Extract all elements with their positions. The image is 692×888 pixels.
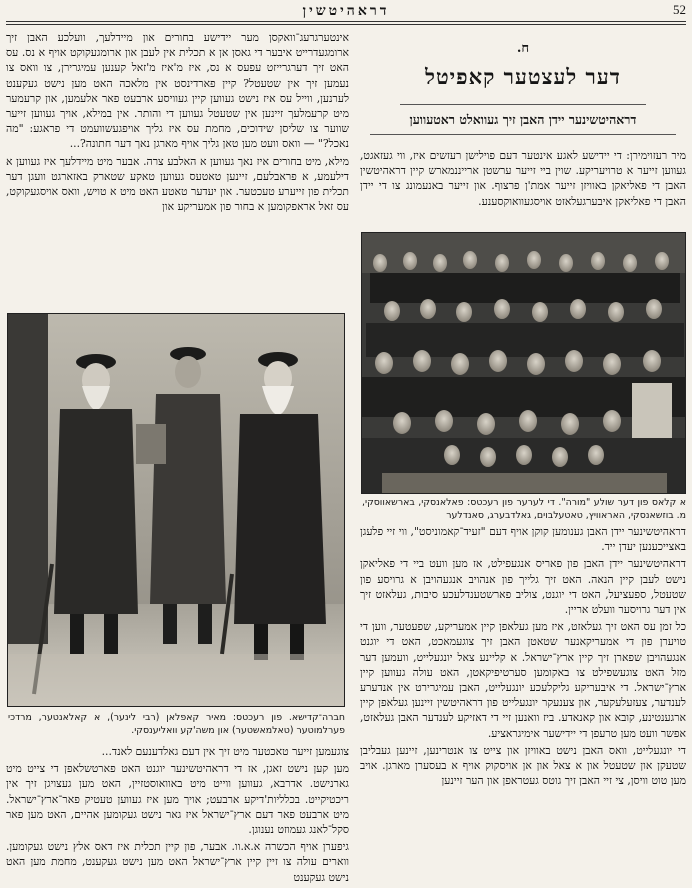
paragraph: אינטערגרעג־וואקסן מער יידישע בחורים און מיידלעך, וועלכע האבן זיך ארומגעדרייט איבער די גאסן אן א תכלית אין לעבן און ארומגעקוקט אויף א נס. עס האט זיך דערגרייזט עפעס א נס, איז מ'איז מ'זאל קענען עמיגרירן, צו וואס צו נעמען זיך אין שטעטל? קיין פארדינסט אין מלאכה האט מען נישט געקענט לערנען, ווייל עס איז נישט געווען קיין געוויסע ארבעט פאר אלעמען, און קרעמער מיט קרעמלעך זיינען אין שטעטל געווען די והותר. אין במילא, אויך געווען זייער שווער צו שליסן שידוכים, מחמת עס איז גליך אויפגעשוועמט די פראגע: "מה נאכל?" — וואס וועט מען טאן גליך אויף מארגן נאך דער חתונה?... — [6, 31, 349, 151]
class-photo-caption: א קלאס פון דער שולע "מורה". די לערער פון רעכטס: פאלאנסקי, בארשאווסקי, מ. בוזשאנסקי, האראוויץ, טאטעלבוים, גאלדבערג, סאנדלער — [362, 497, 686, 521]
subtitle-rule — [370, 134, 676, 135]
left-column-top — [6, 30, 349, 310]
paragraph: צוגעמען זייער טאכטער מיט זיך אין דעם גאלדענעם לאנד... — [101, 745, 349, 758]
paragraph: די יונגעלייט, וואס האבן נישט באוויזן און צייט צו אנטרינען, זיינען געבליבן שטעקן און שטעטל און א צאל און אן אויסקוק אויף א בעסערן מארגן. אויב מען טוט וויסן, צי זיי האבן זיך גוטס געטראפן און הער זיינען — [360, 743, 686, 788]
header-rule — [6, 21, 686, 25]
paragraph: דראהיטשינער יידן האבן גענומען קוקן אויף דעם "זעיד־קאמוניסט", ווי זיי פלעגן באצייכענען יעדן ייד. — [360, 525, 686, 554]
paragraph: כל זמן עס האט זיך געלאזט, איז מען געלאפן קיין אמעריקע, שפעטער, ווען די טויערן פון די אמעריקאנער שטאטן האבן זיך צוגעמאכט, האט די יוגנט אנגעהויבן שפארן זיך קיין ארץ־ישראל. א קליינע צאל יונגעלייט, וועמען דער מזל האט צוגעשפילט צו באקומען סערטיפיקאטן, האט עולה געווען קיין ארץ־ישראל. די איבעריקע גליקלעכע יונגעלייט, האבן עמיגרירט אין אנדערע לענדער, צעזעלעקער, און צענעקר יונגעלייט פון דראהיטשין זיינען געלאפן קיין ארגענטינע, קובא און קאנאדע. ביז וואנען זיי די דאזיקע לענדער האבן געלאזט, אפשר וועט מען טרעפן די יידישער אימיגראציע. — [360, 620, 686, 740]
paragraph: מילא, מיט בחורים איז נאך געווען א האלבע צרה. אבער מיט מיידלעך איז געווען א דילעמע, א פראבלעם, זיינען טאטעס געווען טאקע שטארק באזארגט וועגן דער תכלית פון זייערע טעכטער. און יעדער טאטע האט מיט א טויש, וואס אויסגעקוקט, עס זאל אראפקומען א בחור פון אמעריקע און — [6, 154, 349, 214]
right-column-bottom — [360, 524, 686, 884]
chapter-subtitle: דראהיטשינער יידן האבן זיך געוואלט ראטעווען — [409, 112, 637, 127]
running-header-title: דראהיטשין — [302, 3, 390, 19]
burial-society-photo — [7, 313, 345, 707]
paragraph: מען קען נישט זאגן, אז די דראהיטשינער יוגנט האט פארטשלאפן די צייט מיט גארנישט. אדרבא, געווען ווייט מיט באוואוסטזיין, האט מען געצויגן זיך אין ריכטיקייט. בכלליות'דיקע ארבעט; אויך מען איז געווען טעטיק פאר־ארץ־ישראל. מיט ארבעט פאר דעם ארץ־ישראל איז גאר נישט געקומען אהיים, האט מען פאר סקל־לאנג געמוזט נענוגן. — [6, 762, 349, 837]
left-column-bottom — [6, 744, 349, 884]
paragraph: דראהיטשינער יידן האבן פון פאריס אנגעפילט, אז מען וועט ביי די פאליאקן נישט לעבן קיין הנאה. האט זיך גלייך פון אנהויב אנגעהויבן א גרויסע פון שטעטל, ספעציעל, האט די יוגנט, צוליב פארשטענדלעכע סיבות, געלאזט זיך אין דער גרויסער וועלט אריין. — [360, 557, 686, 617]
class-photo-image — [362, 233, 686, 494]
title-rule — [400, 104, 646, 105]
burial-society-caption: חברה־קדישא. פון רעכטס: מאיר קאפלאן (רבי לינער), א קאלאנטער, מרדכי פערלמוטער (טאלמאשטער) און משה'קע וואליענסקי. — [8, 712, 345, 736]
chapter-letter: ח. — [516, 41, 530, 56]
page-number: 52 — [673, 2, 686, 17]
right-column-top — [360, 148, 686, 228]
paragraph: מיר רעזוימירן: די יידישע לאגע אינטער דעם פוילישן רעזשים איז, ווי געזאגט, געווען זייער א טרויעריקע. שוין ביי זייער ערשטן ארייננמארש קיין דראהיטשין האבן די פאליאקן באוויזן זייער אמת'ן פרצוף. און זייער באנעמונג צו די יידן האבן די פאליאקן איבערגעלאזט אויסגעוואוקסענע. — [360, 149, 686, 208]
chapter-title: דער לעצטער קאפיטל — [425, 64, 621, 89]
paragraph: גיפערן אויף הכשרה א.א.וו. אבער, פון קיין תכלית איז דאס אלץ נישט געקומען. ווארים עולה צו זיין קיין ארץ־ישראל האט מען נישט געקענט, מחמת מען האט נישט געקענט — [6, 840, 349, 884]
burial-society-photo-image — [8, 314, 345, 707]
class-photo — [361, 232, 686, 494]
